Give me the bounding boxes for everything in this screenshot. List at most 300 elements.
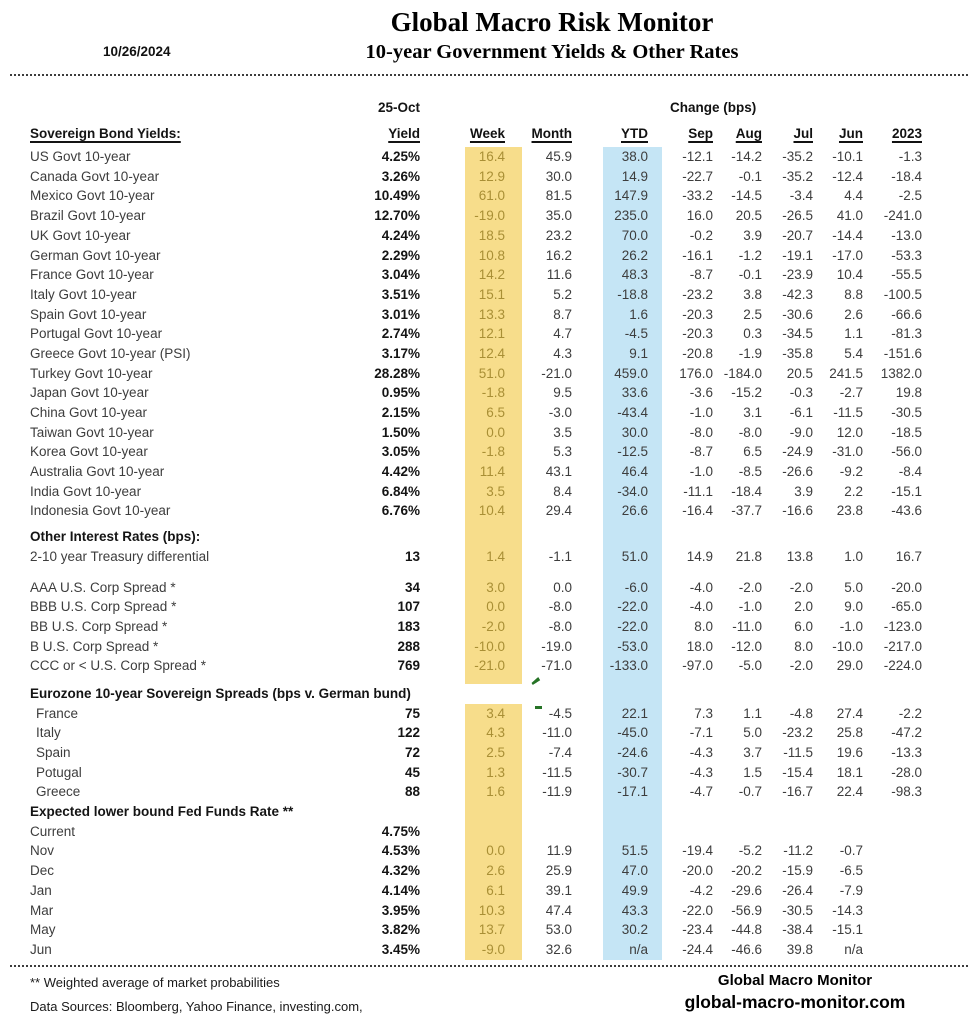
table-row [0, 226, 979, 246]
cell-ytd: -12.5 [603, 442, 662, 462]
row-label: Greece [36, 784, 81, 800]
cell-jun: -10.1 [832, 149, 863, 165]
cell-week: 4.3 [465, 723, 522, 743]
cell-ytd: 459.0 [603, 364, 662, 384]
cell-week: 1.3 [465, 763, 522, 783]
cell-2023: -56.0 [891, 444, 922, 460]
cell-aug: -14.5 [731, 188, 762, 204]
cell-aug: 3.1 [743, 405, 762, 421]
cell-yield: 3.26% [381, 168, 420, 184]
gap [662, 763, 670, 783]
row-label: May [30, 922, 56, 938]
gap [580, 226, 603, 246]
gap [423, 186, 465, 206]
cell-aug: -44.8 [731, 922, 762, 938]
cell-sep: -97.0 [682, 658, 713, 674]
gap [580, 822, 603, 842]
gap [580, 597, 603, 617]
table-row [0, 822, 979, 842]
gap [662, 344, 670, 364]
gap [662, 462, 670, 482]
cell-yield: 13 [404, 548, 420, 564]
cell-jun: -0.7 [839, 843, 863, 859]
cell-jun: 4.4 [844, 188, 863, 204]
cell-week: 10.4 [465, 501, 522, 521]
cell-2023: -65.0 [891, 599, 922, 615]
cell-yield: 4.25% [381, 149, 420, 165]
cell-week: 3.4 [465, 704, 522, 724]
gap [423, 226, 465, 246]
cell-ytd: -133.0 [603, 656, 662, 676]
row-label: Jan [30, 882, 52, 898]
cell-yield: 122 [397, 725, 420, 741]
gap [522, 527, 580, 547]
gap [926, 822, 979, 842]
cell-sep: -22.7 [682, 168, 713, 184]
spacer-row [0, 566, 979, 577]
section-sovereign-bond-yields: Sovereign Bond Yields: [30, 126, 181, 142]
section-header-row [0, 802, 979, 822]
cell-jun: 2.2 [844, 483, 863, 499]
gap [662, 403, 670, 423]
cell-yield: 28.28% [374, 365, 420, 381]
cell-aug: -15.2 [731, 385, 762, 401]
gap [423, 704, 465, 724]
cell-sep: -4.0 [689, 579, 713, 595]
gap [580, 501, 603, 521]
row-label: Italy Govt 10-year [30, 286, 137, 302]
cell-aug: -37.7 [731, 503, 762, 519]
gap [580, 861, 603, 881]
cell-2023: -8.4 [898, 464, 922, 480]
gap [662, 501, 670, 521]
cell-month: 16.2 [545, 247, 572, 263]
cell-week: 6.1 [465, 881, 522, 901]
cell-aug: -56.9 [731, 902, 762, 918]
gap [926, 226, 979, 246]
cell-jun: -7.9 [839, 882, 863, 898]
cell-aug: -0.7 [738, 784, 762, 800]
asof-label: 25-Oct [377, 100, 420, 116]
gap [926, 147, 979, 167]
cell-aug: 3.7 [743, 745, 762, 761]
cell-jun: 10.4 [836, 267, 863, 283]
row-label: Turkey Govt 10-year [30, 365, 153, 381]
cell-jun: 41.0 [836, 208, 863, 224]
cell-yield: 6.76% [381, 503, 420, 519]
cell-2023: 1382.0 [880, 365, 922, 381]
cell-jul: -19.1 [782, 247, 813, 263]
gap [423, 743, 465, 763]
gap [423, 547, 465, 567]
cell-jun: 29.0 [836, 658, 863, 674]
cell-aug: 0.3 [743, 326, 762, 342]
cell-jul: -38.4 [782, 922, 813, 938]
cell-month: 5.3 [553, 444, 572, 460]
cell-jul: -35.8 [782, 345, 813, 361]
gap [926, 637, 979, 657]
cell-yield: 3.95% [381, 902, 420, 918]
cell-yield: 34 [404, 579, 420, 595]
cell-aug: 1.5 [743, 764, 762, 780]
cell-2023 [867, 940, 926, 960]
column-header-week: Week [469, 126, 505, 142]
cell-ytd: -6.0 [603, 577, 662, 597]
cell-2023: -224.0 [883, 658, 922, 674]
cell-jun: -15.1 [832, 922, 863, 938]
cell-yield: 107 [397, 599, 420, 615]
gap [926, 881, 979, 901]
cell-2023: -43.6 [891, 503, 922, 519]
cell-month: 3.5 [553, 424, 572, 440]
gap [662, 547, 670, 567]
cell-sep: -8.7 [689, 444, 713, 460]
week-band [465, 527, 522, 547]
gap [580, 285, 603, 305]
cell-yield: 45 [404, 764, 420, 780]
gap [926, 743, 979, 763]
gap [662, 383, 670, 403]
table-row [0, 597, 979, 617]
cell-ytd: -34.0 [603, 482, 662, 502]
gap [662, 482, 670, 502]
cell-jun: -1.0 [839, 618, 863, 634]
cell-month: -7.4 [548, 745, 572, 761]
gap [662, 206, 670, 226]
cell-jul: -26.6 [782, 464, 813, 480]
gap [580, 305, 603, 325]
gap [423, 900, 465, 920]
row-label: German Govt 10-year [30, 247, 161, 263]
cell-jun: 1.0 [844, 548, 863, 564]
cell-yield: 288 [397, 638, 420, 654]
gap [423, 920, 465, 940]
cell-month: 81.5 [545, 188, 572, 204]
table-row [0, 704, 979, 724]
row-label: Canada Govt 10-year [30, 168, 160, 184]
row-label: Dec [30, 863, 55, 879]
cell-aug: -1.0 [738, 599, 762, 615]
cell-ytd: -22.0 [603, 597, 662, 617]
cell-aug: 20.5 [735, 208, 762, 224]
cell-yield: 3.17% [381, 345, 420, 361]
gap [580, 167, 603, 187]
cell-2023 [867, 822, 926, 842]
cell-sep: -4.2 [689, 882, 713, 898]
gap [926, 566, 979, 577]
change-bps-label: Change (bps) [670, 100, 757, 116]
cell-jul: 2.0 [794, 599, 813, 615]
cell-2023: -2.5 [898, 188, 922, 204]
cell-2023: -217.0 [883, 638, 922, 654]
cell-jun: 23.8 [836, 503, 863, 519]
cell-jul: -6.1 [789, 405, 813, 421]
cell-jun: -14.3 [832, 902, 863, 918]
cell-yield: 12.70% [374, 208, 420, 224]
cell-jul: 8.0 [794, 638, 813, 654]
cell-jun: -10.0 [832, 638, 863, 654]
gap [926, 527, 979, 547]
cell-2023: 16.7 [895, 548, 922, 564]
cell-week: 13.3 [465, 305, 522, 325]
cell-week: 11.4 [465, 462, 522, 482]
cell-aug: -11.0 [732, 618, 762, 634]
rates-table [0, 95, 979, 960]
cell-sep [670, 822, 718, 842]
cell-ytd: 26.2 [603, 245, 662, 265]
gap [522, 676, 580, 684]
gap [926, 940, 979, 960]
cell-jun: 1.1 [844, 326, 863, 342]
cell-ytd: 46.4 [603, 462, 662, 482]
table-row [0, 442, 979, 462]
cell-ytd: -53.0 [603, 637, 662, 657]
row-label: Brazil Govt 10-year [30, 208, 146, 224]
gap [580, 547, 603, 567]
gap [423, 482, 465, 502]
cell-2023 [867, 841, 926, 861]
cell-2023: 19.8 [895, 385, 922, 401]
cell-yield: 183 [397, 618, 420, 634]
gap [926, 841, 979, 861]
cell-month: 53.0 [545, 922, 572, 938]
table-row [0, 920, 979, 940]
section-header-row [0, 684, 979, 704]
cell-ytd: 9.1 [603, 344, 662, 364]
gap [926, 186, 979, 206]
cell-week: 12.1 [465, 324, 522, 344]
cell-jul: -15.4 [782, 764, 813, 780]
cell-aug: -29.6 [731, 882, 762, 898]
gap [662, 186, 670, 206]
cell-aug: -0.1 [738, 168, 762, 184]
cell-ytd: 48.3 [603, 265, 662, 285]
cell-week: -19.0 [465, 206, 522, 226]
gap [580, 704, 603, 724]
cell-month: -3.0 [548, 405, 572, 421]
row-label: Jun [30, 941, 52, 957]
report-date: 10/26/2024 [103, 44, 171, 59]
cell-month: 47.4 [545, 902, 572, 918]
gap [423, 782, 465, 802]
table-row [0, 881, 979, 901]
cell-month: -11.0 [542, 725, 572, 741]
gap [580, 881, 603, 901]
cell-sep: -8.7 [689, 267, 713, 283]
row-label: China Govt 10-year [30, 405, 148, 421]
row-label: Indonesia Govt 10-year [30, 503, 171, 519]
gap [662, 167, 670, 187]
gap [926, 802, 979, 822]
gap [662, 617, 670, 637]
cell-yield: 4.53% [381, 843, 420, 859]
gap [580, 245, 603, 265]
gap [423, 656, 465, 676]
cell-jun: 2.6 [844, 306, 863, 322]
cell-jun: n/a [844, 941, 863, 957]
gap [580, 482, 603, 502]
cell-ytd: 1.6 [603, 305, 662, 325]
gap [926, 704, 979, 724]
cell-sep: -20.8 [682, 345, 713, 361]
gap [662, 684, 926, 704]
cell-month: 43.1 [545, 464, 572, 480]
ytd-band [603, 527, 662, 547]
cell-jul: -16.6 [782, 503, 813, 519]
ytd-band [603, 802, 662, 822]
gap [926, 656, 979, 676]
cell-jun: 22.4 [836, 784, 863, 800]
cell-2023: -18.5 [891, 424, 922, 440]
section-label: Expected lower bound Fed Funds Rate ** [30, 804, 294, 820]
row-label: Spain Govt 10-year [30, 306, 147, 322]
gap [580, 920, 603, 940]
cell-jul: 20.5 [786, 365, 813, 381]
cell-yield: 4.75% [381, 823, 420, 839]
column-header-2023: 2023 [891, 126, 922, 142]
cell-jul: -3.4 [789, 188, 813, 204]
cell-2023: -98.3 [891, 784, 922, 800]
gap [662, 226, 670, 246]
cell-jun: 27.4 [836, 705, 863, 721]
gap [580, 566, 603, 577]
cell-yield: 6.84% [381, 483, 420, 499]
gap [926, 245, 979, 265]
cell-week: 16.4 [465, 147, 522, 167]
gap [662, 566, 926, 577]
gap [423, 442, 465, 462]
cell-sep: -0.2 [689, 227, 713, 243]
cell-ytd: 22.1 [603, 704, 662, 724]
gap [662, 324, 670, 344]
cell-ytd: 43.3 [603, 900, 662, 920]
gap [662, 822, 670, 842]
gap [580, 403, 603, 423]
gap [423, 577, 465, 597]
cell-jul: -15.9 [782, 863, 813, 879]
green-dash-icon [535, 706, 542, 709]
gap [423, 285, 465, 305]
table-row [0, 147, 979, 167]
week-band [465, 676, 522, 684]
gap [662, 147, 670, 167]
gap [522, 802, 580, 822]
table-row [0, 547, 979, 567]
cell-sep: -4.7 [689, 784, 713, 800]
cell-jun: 9.0 [844, 599, 863, 615]
cell-month: 35.0 [545, 208, 572, 224]
cell-jul: -20.7 [782, 227, 813, 243]
gap [580, 527, 603, 547]
cell-jul: -30.6 [782, 306, 813, 322]
gap [926, 684, 979, 704]
column-header-month: Month [531, 126, 572, 142]
cell-month: -19.0 [541, 638, 572, 654]
gap [580, 324, 603, 344]
cell-week: 15.1 [465, 285, 522, 305]
cell-sep: -7.1 [689, 725, 713, 741]
cell-jun: 19.6 [836, 745, 863, 761]
cell-yield: 0.95% [381, 385, 420, 401]
gap [926, 403, 979, 423]
gap [662, 940, 670, 960]
gap [580, 344, 603, 364]
gap [662, 442, 670, 462]
cell-ytd: -17.1 [603, 782, 662, 802]
cell-2023: -66.6 [891, 306, 922, 322]
cell-week: 1.6 [465, 782, 522, 802]
cell-month: 4.7 [553, 326, 572, 342]
cell-ytd: 30.0 [603, 423, 662, 443]
gap [662, 423, 670, 443]
cell-jun: 8.8 [844, 286, 863, 302]
gap [423, 637, 465, 657]
gap [580, 841, 603, 861]
cell-jul: -26.5 [782, 208, 813, 224]
cell-sep: 8.0 [694, 618, 713, 634]
cell-jun: -14.4 [832, 227, 863, 243]
cell-week: -21.0 [465, 656, 522, 676]
row-label: Italy [36, 725, 61, 741]
cell-jul: 39.8 [786, 941, 813, 957]
table-row [0, 462, 979, 482]
cell-month: 45.9 [545, 149, 572, 165]
cell-week: 18.5 [465, 226, 522, 246]
gap [662, 920, 670, 940]
cell-ytd: -45.0 [603, 723, 662, 743]
table-row [0, 782, 979, 802]
gap [423, 527, 465, 547]
cell-ytd: 14.9 [603, 167, 662, 187]
cell-week: 2.5 [465, 743, 522, 763]
cell-ytd: -24.6 [603, 743, 662, 763]
column-header-yield: Yield [388, 126, 420, 142]
cell-aug: -46.6 [731, 941, 762, 957]
cell-aug: 21.8 [735, 548, 762, 564]
cell-2023: -81.3 [891, 326, 922, 342]
cell-sep: -23.4 [682, 922, 713, 938]
footnote: ** Weighted average of market probabilities [30, 975, 280, 990]
cell-aug: -2.0 [738, 579, 762, 595]
cell-jul: 3.9 [794, 483, 813, 499]
cell-yield: 88 [404, 784, 420, 800]
column-header-jun: Jun [838, 126, 863, 142]
cell-month: 23.2 [545, 227, 572, 243]
ytd-band [603, 566, 662, 577]
cell-aug: -12.0 [731, 638, 762, 654]
cell-month: 8.4 [553, 483, 572, 499]
cell-week: 12.4 [465, 344, 522, 364]
gap [0, 566, 465, 577]
cell-sep: -20.3 [682, 326, 713, 342]
gap [423, 305, 465, 325]
gap [926, 442, 979, 462]
gap [423, 861, 465, 881]
cell-aug: -14.2 [731, 149, 762, 165]
cell-ytd [603, 822, 662, 842]
gap [926, 344, 979, 364]
gap [580, 900, 603, 920]
gap [580, 577, 603, 597]
cell-ytd: 47.0 [603, 861, 662, 881]
gap [662, 841, 670, 861]
column-header-aug: Aug [735, 126, 762, 142]
ytd-band [603, 684, 662, 704]
section-header-row [0, 527, 979, 547]
cell-jul: -30.5 [782, 902, 813, 918]
cell-yield: 1.50% [381, 424, 420, 440]
gap [662, 743, 670, 763]
